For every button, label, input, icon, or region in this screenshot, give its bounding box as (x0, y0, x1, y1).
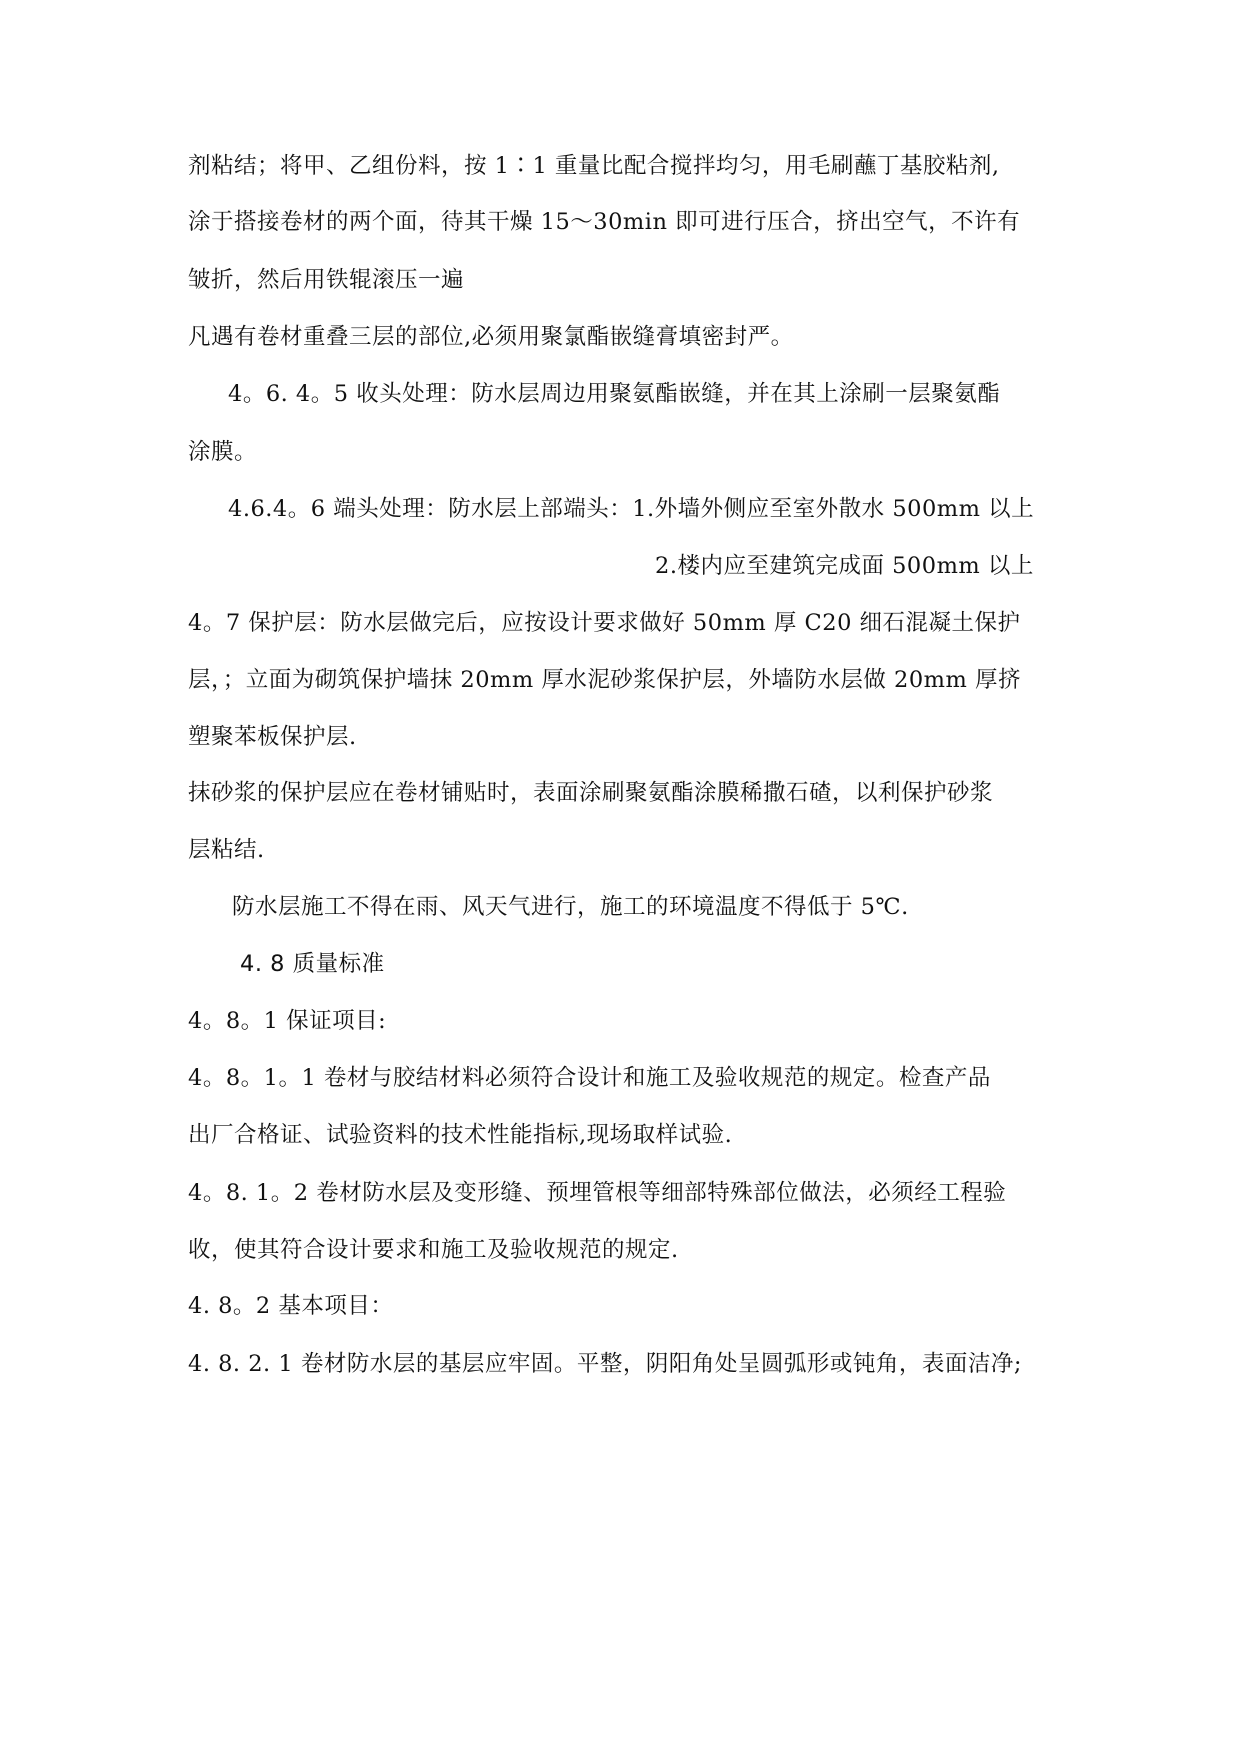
body-text-line: 层粘结. (188, 837, 265, 863)
section-4-8-1-text: 4。8。1 保证项目: (188, 1008, 387, 1034)
body-text-line: 剂粘结；将甲、乙组份料，按 1∶1 重量比配合搅拌均匀，用毛刷蘸丁基胶粘剂, (188, 153, 1000, 179)
section-4-7-text: 4。7 保护层：防水层做完后，应按设计要求做好 50mm 厚 C20 细石混凝土保护 (188, 610, 1021, 636)
section-4-8-2-text: 4. 8。2 基本项目： (188, 1293, 394, 1319)
section-4-8-1-2-text: 4。8. 1。2 卷材防水层及变形缝、预埋管根等细部特殊部位做法，必须经工程验 (188, 1180, 1007, 1206)
section-4-6-4-5-text: 4。6. 4。5 收头处理：防水层周边用聚氨酯嵌缝，并在其上涂刷一层聚氨酯 (228, 381, 1001, 407)
section-4-8-1-1-text: 4。8。1。1 卷材与胶结材料必须符合设计和施工及验收规范的规定。检查产品 (188, 1065, 991, 1091)
body-text-line: 抹砂浆的保护层应在卷材铺贴时，表面涂刷聚氨酯涂膜稀撒石碴，以利保护砂浆 (188, 780, 994, 806)
body-text-line: 塑聚苯板保护层. (188, 724, 357, 750)
body-text-line: 涂膜。 (188, 439, 258, 465)
body-text-line: 2.楼内应至建筑完成面 500mm 以上 (655, 553, 1034, 579)
body-text-line: 层，；立面为砌筑保护墙抹 20mm 厚水泥砂浆保护层，外墙防水层做 20mm 厚挤 (188, 667, 1021, 693)
body-text-line: 皱折，然后用铁辊滚压一遍 (188, 267, 465, 293)
body-text-line: 收，使其符合设计要求和施工及验收规范的规定. (188, 1237, 679, 1263)
body-text-line: 防水层施工不得在雨、风天气进行，施工的环境温度不得低于 5℃. (232, 894, 909, 920)
body-text-line: 出厂合格证、试验资料的技术性能指标,现场取样试验. (188, 1122, 733, 1148)
section-heading-4-8: 4. 8 质量标准 (240, 951, 385, 977)
section-4-6-4-6-text: 4.6.4。6 端头处理：防水层上部端头：1.外墙外侧应至室外散水 500mm 以上 (228, 496, 1035, 522)
section-4-8-2-1-text: 4. 8. 2. 1 卷材防水层的基层应牢固。平整，阴阳角处呈圆弧形或钝角，表面洁净; (188, 1351, 1022, 1377)
body-text-line: 涂于搭接卷材的两个面，待其干燥 15～30min 即可进行压合，挤出空气，不许有 (188, 209, 1021, 235)
body-text-line: 凡遇有卷材重叠三层的部位,必须用聚氯酯嵌缝膏填密封严。 (188, 324, 794, 350)
